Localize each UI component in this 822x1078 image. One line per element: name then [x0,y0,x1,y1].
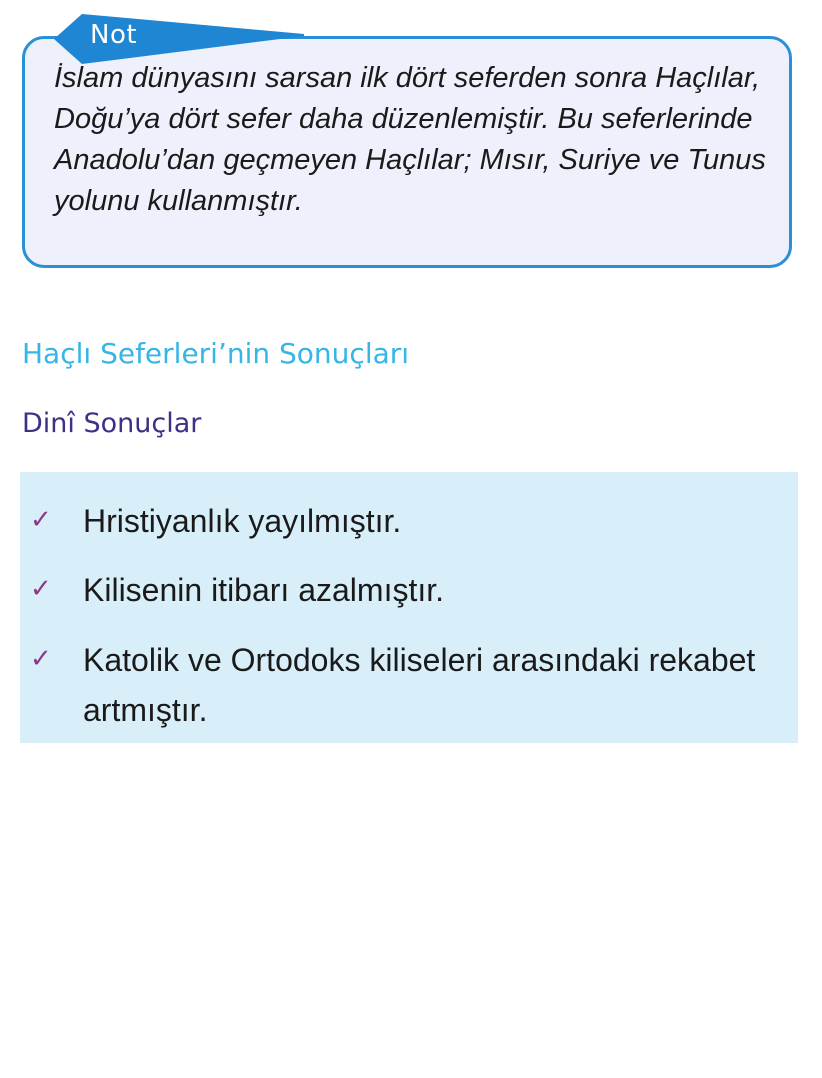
check-mark-icon: ✓ [30,644,52,674]
note-tab-label: Not [90,20,138,50]
check-mark-icon: ✓ [30,505,52,535]
check-mark-icon: ✓ [30,574,52,604]
sub-title: Dinî Sonuçlar [22,408,202,439]
results-panel [20,472,798,743]
note-tab [54,14,304,64]
note-text: İslam dünyasını sarsan ilk dört seferden sonra Haçlılar, Doğu’ya dört sefer daha düzenlemiştir. Bu seferlerinde Anadolu’dan geçmeyen Haçlılar; Mısır, Suriye ve Tunus yolunu kullanmıştır. [54,62,766,217]
section-title: Haçlı Seferleri’nin Sonuçları [22,337,410,370]
result-text: Kilisenin itibarı azalmıştır. [83,572,445,608]
result-text: Hristiyanlık yayılmıştır. [83,503,402,539]
result-text: Katolik ve Ortodoks kiliseleri arasındaki rekabet artmıştır. [83,642,756,728]
